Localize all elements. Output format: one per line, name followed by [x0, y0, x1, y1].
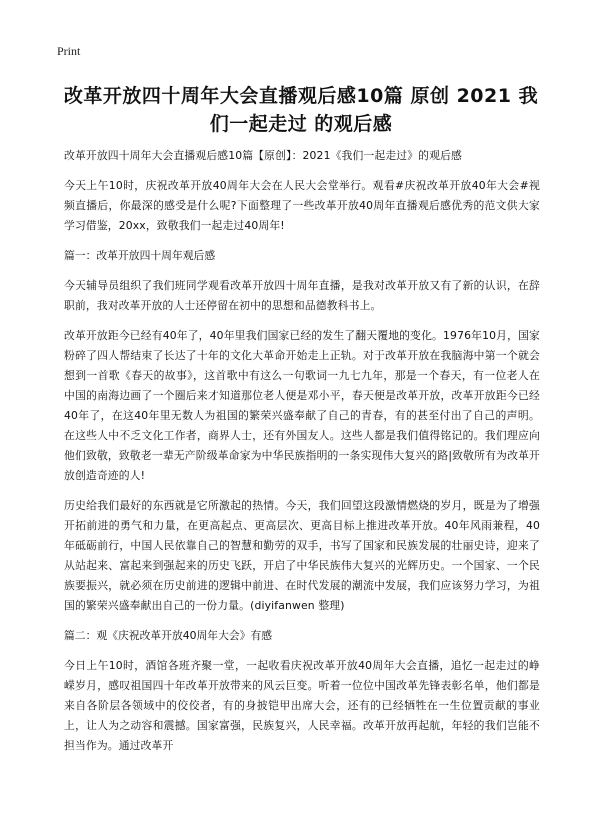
paragraph-5: 今日上午10时，酒馆各班齐聚一堂，一起收看庆祝改革开放40周年大会直播，追忆一起走过的峥嵘岁月，感叹祖国四十年改革开放带来的风云巨变。听着一位位中国改革先锋表彰名单，他们都是来自各阶层各领域中的佼佼者，有的身披铠甲出席大会，还有的已经牺牲在一生位置贡献的事业上，让人为之动容和震撼。国家富强，民族复兴，人民幸福。改革开放再起航，年轻的我们岂能不担当作为。通过改革开 [64, 659, 540, 752]
paragraph-2: 今天辅导员组织了我们班同学观看改革开放四十周年直播，是我对改革开放又有了新的认识，在辞职前，我对改革开放的人士还停留在初中的思想和品德教科书上。 [64, 279, 540, 312]
paragraph-4: 历史给我们最好的东西就是它所激起的热情。今天，我们回望这段激情燃烧的岁月，既是为了增强开拓前进的勇气和力量，在更高起点、更高层次、更高目标上推进改革开放。40年风雨兼程，40年砥砺前行，中国人民依靠自己的智慧和勤劳的双手，书写了国家和民族发展的壮丽史诗，迎来了从站起来、富起来到强起来的历史飞跃，开启了中华民族伟大复兴的光辉历史。一个国家、一个民族要振兴，就必须在历史前进的逻辑中前进、在时代发展的潮流中发展，我们应该努力学习，为祖国的繁荣兴盛奉献出自己的一份力量。(diyifanwen 整理) [64, 499, 540, 612]
section-2-title: 篇二：观《庆祝改革开放40周年大会》有感 [64, 629, 273, 642]
document-body [64, 146, 540, 764]
intro-paragraph: 改革开放四十周年大会直播观后感10篇【原创】：2021《我们一起走过》的观后感 [64, 149, 462, 162]
paragraph-1: 今天上午10时，庆祝改革开放40周年大会在人民大会堂举行。观看#庆祝改革开放40年大会#视频直播后，你最深的感受是什么呢?下面整理了一些改革开放40周年直播观后感优秀的范文供大家学习借鉴，20xx，致敬我们一起走过40周年! [64, 179, 540, 232]
section-1-title: 篇一：改革开放四十周年观后感 [64, 249, 216, 262]
page-title: 改革开放四十周年大会直播观后感10篇 原创 2021 我们一起走过 的观后感 [63, 85, 539, 135]
paragraph-3: 改革开放距今已经有40年了，40年里我们国家已经的发生了翻天覆地的变化。1976年10月，国家粉碎了四人帮结束了长达了十年的文化大革命开始走上正轨。对于改革开放在我脑海中第一个就会想到一首歌《春天的故事》，这首歌中有这么一句歌词一九七九年，那是一个春天，有一位老人在中国的南海边画了一个圈后来才知道那位老人便是邓小平，春天便是改革开放，改革开放距今已经40年了，在这40年里无数人为祖国的繁荣兴盛奉献了自己的青春，有的甚至付出了自己的声明。在这些人中不乏文化工作者，商界人士，还有外国友人。这些人都是我们值得铭记的。我们理应向他们致敬，致敬老一辈无产阶级革命家为中华民族指明的一条实现伟大复兴的路|致敬所有为改革开放创造奇迹的人! [64, 329, 540, 482]
print-label[interactable]: Print [57, 44, 81, 58]
